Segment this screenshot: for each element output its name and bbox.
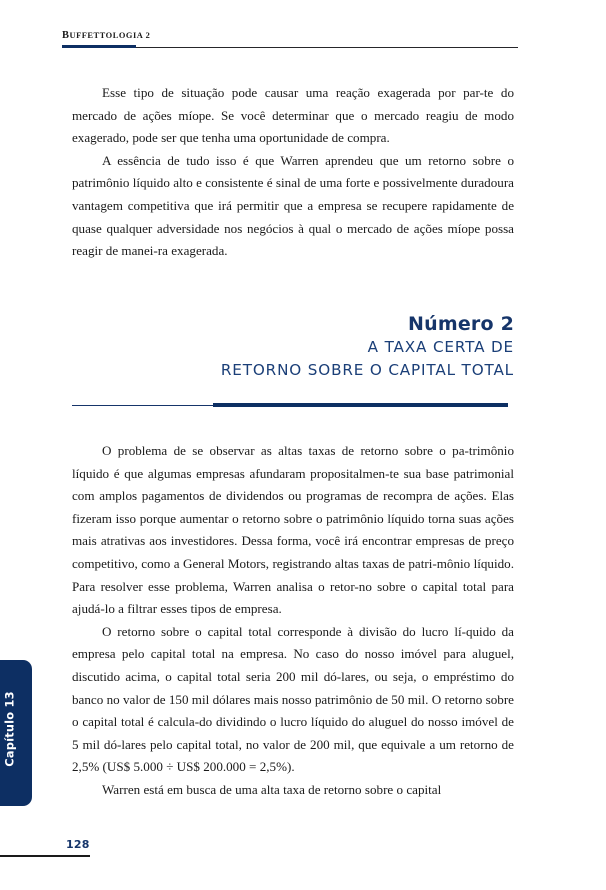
section-heading	[72, 312, 514, 382]
section-rule-thick	[213, 403, 508, 407]
section-rule-thin	[72, 405, 213, 406]
paragraph: A essência de tudo isso é que Warren aprendeu que um retorno sobre o patrimônio líquido alto e consistente é sinal de uma forte e possivelmente duradoura vantagem competitiva que irá permitir que a empresa se recupere rapidamente de quase qualquer adversidade nos negócios à qual o mercado de ações míope possa reagir de manei-ra exagerada.	[72, 152, 514, 259]
body-block-bottom	[72, 440, 514, 802]
section-title-line-1: A TAXA CERTA DE	[367, 338, 514, 356]
running-head-text	[62, 30, 518, 42]
paragraph: Warren está em busca de uma alta taxa de retorno sobre o capital	[102, 781, 442, 797]
folio-rule	[0, 855, 90, 857]
running-head-initial: B	[62, 30, 70, 41]
running-head-rule-accent	[62, 45, 136, 48]
section-number: Número 2	[408, 313, 514, 335]
page-number: 128	[66, 838, 90, 851]
chapter-tab-label: Capítulo 13	[3, 691, 17, 767]
running-head-rest: UFFETTOLOGIA 2	[69, 31, 151, 40]
chapter-tab	[0, 660, 32, 806]
section-title-line-2: RETORNO SOBRE O CAPITAL TOTAL	[220, 361, 514, 379]
paragraph: O retorno sobre o capital total corresponde à divisão do lucro lí-quido da empresa pelo capital total na empresa. No caso do nosso imóvel para aluguel, discutido acima, o capital total seria 200 mil dó-lares, ou seja, o empréstimo do banco no valor de 150 mil dólares mais nosso patrimônio de 50 mil. O retorno sobre o capital total é calcula-do dividindo o lucro líquido do aluguel do nosso imóvel de 5 mil dó-lares pelo capital total, no valor de 200 mil, que equivale a um retorno de 2,5% (US$ 5.000 ÷ US$ 200.000 = 2,5%).	[72, 623, 514, 775]
running-head	[62, 30, 518, 42]
paragraph: O problema de se observar as altas taxas de retorno sobre o pa-trimônio líquido é que algumas empresas afundaram propositalmen-te sua base patrimonial com amplos pagamentos de dividendos ou programas de recompra de ações. Elas fizeram isso porque aumentar o retorno sobre o patrimônio líquido torna suas ações mais atrativas aos investidores. Dessa forma, você irá encontrar empresas de preço competitivo, como a General Motors, registrando altas taxas de patri-mônio líquido. Para resolver esse problema, Warren analisa o retor-no sobre o capital total para ajudá-lo a filtrar esses tipos de empresa.	[72, 443, 514, 617]
paragraph: Esse tipo de situação pode causar uma reação exagerada por par-te do mercado de ações míope. Se você determinar que o mercado reagiu de modo exagerado, pode ser que tenha uma oportunidade de compra.	[72, 85, 514, 146]
body-block-top	[72, 82, 514, 263]
